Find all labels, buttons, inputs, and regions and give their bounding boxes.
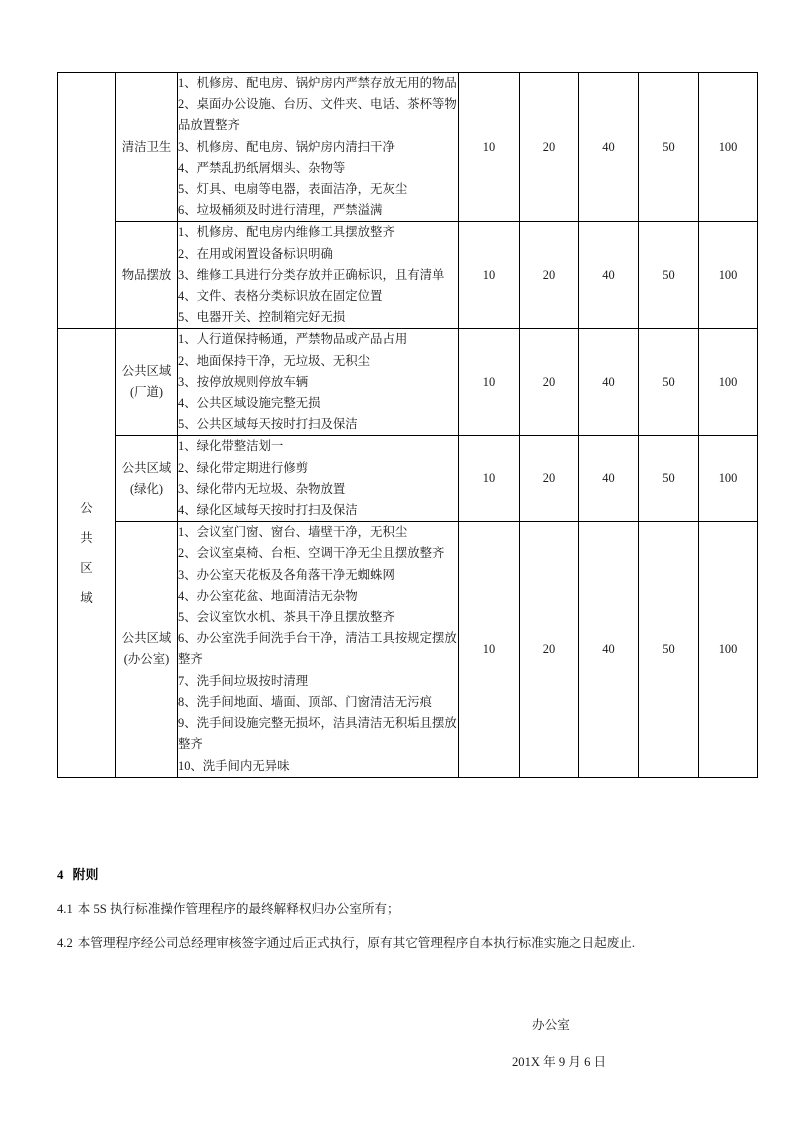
standard-item: 5、灯具、电扇等电器，表面洁净，无灰尘	[178, 182, 408, 197]
standard-item: 4、绿化区域每天按时打扫及保洁	[178, 503, 358, 518]
signature-date: 201X 年 9 月 6 日	[512, 1055, 607, 1069]
sub-category-label: 公共区域	[121, 631, 172, 646]
standard-items-cell	[178, 436, 459, 522]
5s-standard-table	[57, 72, 758, 778]
score-cell: 20	[520, 73, 579, 222]
sub-category-cell	[116, 222, 178, 329]
sub-category-cell	[116, 436, 178, 522]
category-char: 共	[80, 531, 93, 546]
standard-item: 3、按停放规则停放车辆	[178, 374, 309, 389]
category-cell-empty	[58, 73, 116, 329]
sub-category-label: 公共区域	[121, 364, 172, 379]
score-cell: 100	[699, 222, 758, 329]
sub-category-label: 公共区域	[121, 460, 172, 475]
standard-item: 8、洗手间地面、墙面、顶部、门窗清洁无污痕	[178, 694, 433, 709]
standard-item: 3、维修工具进行分类存放并正确标识，且有清单	[178, 267, 445, 282]
standard-item: 1、机修房、配电房内维修工具摆放整齐	[178, 225, 395, 240]
score-cell: 10	[459, 522, 520, 777]
standard-item: 2、绿化带定期进行修剪	[178, 460, 309, 475]
score-cell: 40	[579, 329, 639, 436]
section-number: 4	[57, 868, 64, 882]
appendix-section	[57, 866, 757, 952]
standard-item: 5、会议室饮水机、茶具干净且摆放整齐	[178, 610, 395, 625]
category-char: 公	[80, 501, 93, 516]
signature-office: 办公室	[532, 1018, 570, 1032]
standard-item: 2、在用或闲置设备标识明确	[178, 246, 333, 261]
clause-text: 本管理程序经公司总经理审核签字通过后正式执行，原有其它管理程序自本执行标准实施之日起废止.	[77, 936, 636, 950]
standard-item: 1、人行道保持畅通，严禁物品或产品占用	[178, 332, 408, 347]
standard-items-cell	[178, 222, 459, 329]
score-cell: 10	[459, 73, 520, 222]
category-vertical-label	[58, 493, 115, 613]
score-cell: 100	[699, 436, 758, 522]
sub-category-cell	[116, 522, 178, 777]
category-char: 区	[80, 561, 93, 576]
standard-item: 2、会议室桌椅、台柜、空调干净无尘且摆放整齐	[178, 546, 445, 561]
sub-category-cell	[116, 329, 178, 436]
standard-item: 1、会议室门窗、窗台、墙壁干净，无积尘	[178, 525, 408, 540]
score-cell: 20	[520, 522, 579, 777]
standard-item: 5、公共区域每天按时打扫及保洁	[178, 417, 358, 432]
score-cell: 20	[520, 222, 579, 329]
clause-number: 4.2	[57, 936, 73, 950]
standard-item: 4、严禁乱扔纸屑烟头、杂物等	[178, 160, 346, 175]
score-cell: 100	[699, 522, 758, 777]
score-cell: 50	[639, 436, 699, 522]
clause-number: 4.1	[57, 902, 73, 916]
table-row	[58, 329, 758, 436]
category-cell-public-area	[58, 329, 116, 777]
standard-item: 4、文件、表格分类标识放在固定位置	[178, 289, 383, 304]
score-cell: 50	[639, 222, 699, 329]
standard-items-cell	[178, 73, 459, 222]
score-cell: 100	[699, 329, 758, 436]
score-cell: 50	[639, 73, 699, 222]
score-cell: 100	[699, 73, 758, 222]
clause-text: 本 5S 执行标准操作管理程序的最终解释权归办公室所有；	[77, 902, 400, 916]
score-cell: 10	[459, 329, 520, 436]
standard-item: 2、桌面办公设施、台历、文件夹、电话、茶杯等物品放置整齐	[178, 97, 457, 133]
standard-items-cell	[178, 329, 459, 436]
standard-item: 1、绿化带整洁划一	[178, 439, 284, 454]
score-cell: 40	[579, 436, 639, 522]
standard-item: 4、公共区域设施完整无损	[178, 396, 321, 411]
sub-category-label: 物品摆放	[121, 267, 172, 282]
sub-category-qualifier: (绿化)	[129, 481, 164, 496]
standard-item: 6、垃圾桶须及时进行清理，严禁溢满	[178, 203, 383, 218]
score-cell: 40	[579, 222, 639, 329]
standard-item: 2、地面保持干净，无垃圾、无积尘	[178, 353, 371, 368]
standard-item: 10、洗手间内无异味	[178, 758, 290, 773]
section-title: 附则	[72, 868, 99, 882]
standard-item: 6、办公室洗手间洗手台干净，清洁工具按规定摆放整齐	[178, 631, 457, 667]
signature-block	[57, 1016, 757, 1071]
sub-category-label: 清洁卫生	[121, 139, 172, 154]
section-heading	[57, 866, 757, 884]
standard-item: 1、机修房、配电房、锅炉房内严禁存放无用的物品	[178, 76, 457, 90]
score-cell: 10	[459, 436, 520, 522]
standard-item: 4、办公室花盆、地面清洁无杂物	[178, 588, 358, 603]
standard-item: 5、电器开关、控制箱完好无损	[178, 310, 346, 325]
score-cell: 50	[639, 522, 699, 777]
score-cell: 10	[459, 222, 520, 329]
score-cell: 40	[579, 522, 639, 777]
sub-category-qualifier: (厂道)	[129, 385, 164, 400]
clause-paragraph	[57, 934, 757, 952]
sub-category-cell	[116, 73, 178, 222]
table-row	[58, 73, 758, 222]
score-cell: 40	[579, 73, 639, 222]
score-cell: 50	[639, 329, 699, 436]
score-cell: 20	[520, 436, 579, 522]
score-cell: 20	[520, 329, 579, 436]
standard-items-cell	[178, 522, 459, 777]
standard-item: 3、办公室天花板及各角落干净无蜘蛛网	[178, 567, 395, 582]
table-row	[58, 222, 758, 329]
standard-item: 7、洗手间垃圾按时清理	[178, 673, 309, 688]
category-char: 域	[80, 591, 93, 606]
standard-item: 3、绿化带内无垃圾、杂物放置	[178, 481, 346, 496]
table-row	[58, 436, 758, 522]
sub-category-qualifier: (办公室)	[123, 652, 170, 667]
clause-paragraph	[57, 900, 757, 918]
standard-item: 9、洗手间设施完整无损坏，洁具清洁无积垢且摆放整齐	[178, 716, 457, 752]
standard-item: 3、机修房、配电房、锅炉房内清扫干净	[178, 139, 395, 154]
table-row	[58, 522, 758, 777]
